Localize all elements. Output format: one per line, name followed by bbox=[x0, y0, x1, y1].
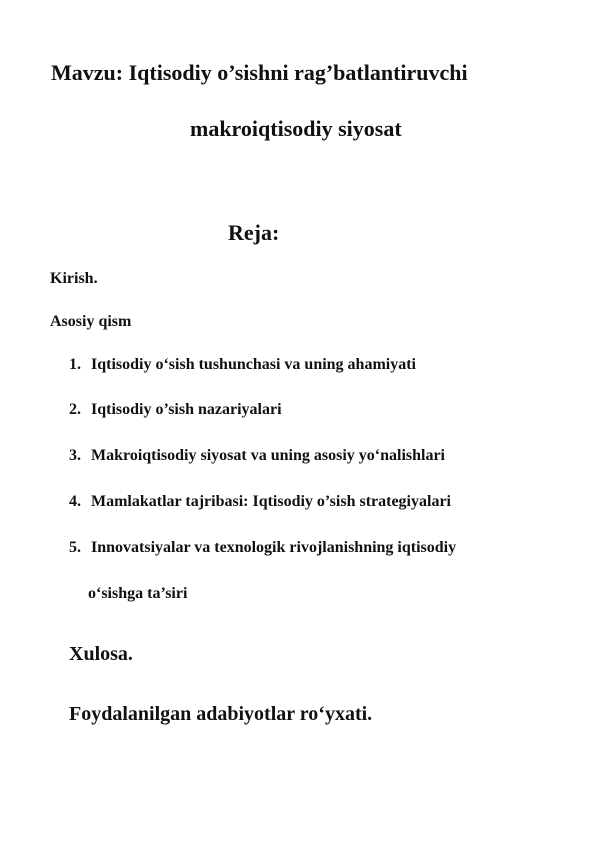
plan-item-number: 3. bbox=[69, 447, 81, 464]
plan-item-text: Mamlakatlar tajribasi: Iqtisodiy o’sish strategiyalari bbox=[91, 493, 451, 510]
plan-item-5-continuation: o‘sishga ta’siri bbox=[88, 585, 188, 602]
plan-item-text: Innovatsiyalar va texnologik rivojlanishning iqtisodiy bbox=[91, 539, 457, 556]
plan-references: Foydalanilgan adabiyotlar ro‘yxati. bbox=[69, 703, 373, 725]
plan-item-text: Iqtisodiy o’sish nazariyalari bbox=[91, 401, 282, 418]
plan-item-5 bbox=[69, 539, 456, 557]
plan-item-3 bbox=[69, 447, 445, 465]
plan-item-number: 4. bbox=[69, 493, 81, 510]
plan-item-number: 2. bbox=[69, 401, 81, 418]
plan-conclusion: Xulosa. bbox=[69, 643, 133, 665]
plan-heading: Reja: bbox=[228, 220, 280, 245]
plan-item-1 bbox=[69, 356, 416, 374]
plan-item-number: 5. bbox=[69, 539, 81, 556]
plan-main-part: Asosiy qism bbox=[50, 313, 132, 330]
plan-item-number: 1. bbox=[69, 356, 81, 373]
title-line-1: Mavzu: Iqtisodiy o’sishni rag’batlantiruvchi bbox=[51, 60, 468, 85]
plan-item-2 bbox=[69, 401, 282, 419]
plan-item-text: Iqtisodiy o‘sish tushunchasi va uning ahamiyati bbox=[91, 356, 416, 373]
plan-item-4 bbox=[69, 493, 451, 511]
plan-item-text: Makroiqtisodiy siyosat va uning asosiy yo‘nalishlari bbox=[91, 447, 445, 464]
plan-intro: Kirish. bbox=[50, 270, 98, 287]
title-line-2: makroiqtisodiy siyosat bbox=[190, 116, 402, 141]
